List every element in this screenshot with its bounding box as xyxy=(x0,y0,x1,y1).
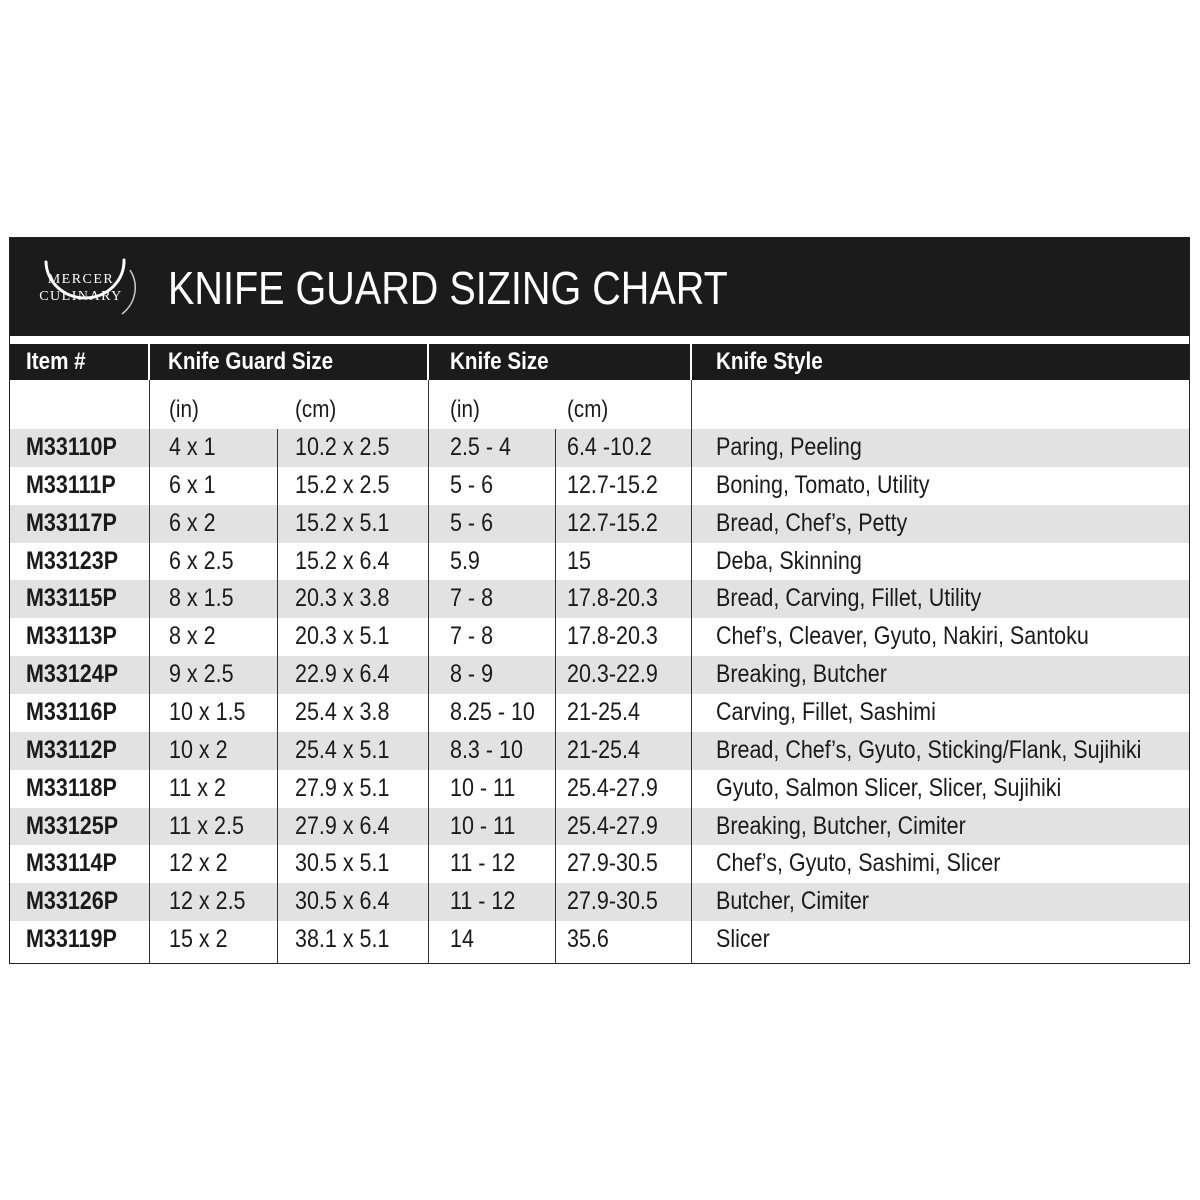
item-number: M33116P xyxy=(26,698,117,727)
table-row xyxy=(10,883,1189,921)
guard-size-cm: 15.2 x 6.4 xyxy=(295,546,390,575)
guard-size-cm: 38.1 x 5.1 xyxy=(295,925,390,954)
knife-size-in: 10 - 11 xyxy=(450,773,516,802)
knife-style: Bread, Chef’s, Petty xyxy=(716,508,908,537)
knife-size-cm: 25.4-27.9 xyxy=(567,811,658,840)
guard-size-cm: 15.2 x 2.5 xyxy=(295,470,390,499)
table-row xyxy=(10,543,1189,581)
guard-size-in: 8 x 1.5 xyxy=(169,584,234,613)
item-number: M33113P xyxy=(26,622,117,651)
item-number: M33112P xyxy=(26,735,117,764)
title-banner xyxy=(10,238,1189,336)
knife-size-in: 5.9 xyxy=(450,546,480,575)
column-header-knife-style: Knife Style xyxy=(716,348,823,375)
guard-size-in: 10 x 1.5 xyxy=(169,698,246,727)
guard-size-cm: 25.4 x 5.1 xyxy=(295,735,390,764)
knife-size-in: 8.25 - 10 xyxy=(450,698,535,727)
knife-style: Bread, Chef’s, Gyuto, Sticking/Flank, Sujihiki xyxy=(716,735,1142,764)
guard-size-in: 9 x 2.5 xyxy=(169,660,234,689)
knife-size-cm: 27.9-30.5 xyxy=(567,849,658,878)
sizing-chart xyxy=(9,237,1190,964)
table-row xyxy=(10,770,1189,808)
item-number: M33125P xyxy=(26,811,119,840)
item-number: M33111P xyxy=(26,470,116,499)
guard-size-in: 8 x 2 xyxy=(169,622,216,651)
guard-size-cm: 22.9 x 6.4 xyxy=(295,660,390,689)
guard-size-cm: 27.9 x 6.4 xyxy=(295,811,390,840)
guard-size-in: 12 x 2 xyxy=(169,849,228,878)
knife-size-cm: 12.7-15.2 xyxy=(567,508,658,537)
guard-size-cm: 30.5 x 5.1 xyxy=(295,849,390,878)
knife-size-in: 14 xyxy=(450,925,474,954)
guard-size-cm: 27.9 x 5.1 xyxy=(295,773,390,802)
table-row xyxy=(10,429,1189,467)
column-divider xyxy=(428,380,429,964)
knife-style: Butcher, Cimiter xyxy=(716,887,869,916)
item-number: M33117P xyxy=(26,508,117,537)
knife-size-in: 8 - 9 xyxy=(450,660,494,689)
knife-size-cm: 27.9-30.5 xyxy=(567,887,658,916)
item-number: M33119P xyxy=(26,925,117,954)
guard-size-in: 12 x 2.5 xyxy=(169,887,246,916)
column-header-guard-size: Knife Guard Size xyxy=(168,348,334,375)
column-divider xyxy=(691,380,692,964)
item-number: M33123P xyxy=(26,546,119,575)
unit-row xyxy=(10,384,1189,426)
guard-size-in: 6 x 2.5 xyxy=(169,546,234,575)
column-header-row xyxy=(10,344,1189,380)
knife-style: Breaking, Butcher, Cimiter xyxy=(716,811,966,840)
subcolumn-divider xyxy=(555,429,556,964)
table-row xyxy=(10,467,1189,505)
guard-size-in: 10 x 2 xyxy=(169,735,228,764)
knife-size-cm: 21-25.4 xyxy=(567,698,640,727)
column-header-knife-size: Knife Size xyxy=(450,348,549,375)
knife-style: Chef’s, Gyuto, Sashimi, Slicer xyxy=(716,849,1001,878)
table-row xyxy=(10,808,1189,846)
header-divider xyxy=(690,344,692,380)
knife-style: Deba, Skinning xyxy=(716,546,862,575)
knife-size-in: 2.5 - 4 xyxy=(450,433,511,461)
guard-size-cm: 20.3 x 5.1 xyxy=(295,622,390,651)
table-row xyxy=(10,618,1189,656)
unit-guard-cm: (cm) xyxy=(295,396,337,423)
knife-size-in: 11 - 12 xyxy=(450,849,516,878)
unit-guard-in: (in) xyxy=(169,396,199,423)
guard-size-in: 4 x 1 xyxy=(169,433,216,461)
table-row xyxy=(10,732,1189,770)
column-divider xyxy=(149,380,150,964)
knife-size-cm: 17.8-20.3 xyxy=(567,622,658,651)
knife-style: Paring, Peeling xyxy=(716,433,862,461)
brand-name-line1: MERCER xyxy=(47,272,115,287)
subcolumn-divider xyxy=(277,429,278,964)
guard-size-cm: 30.5 x 6.4 xyxy=(295,887,390,916)
column-header-item: Item # xyxy=(26,348,86,375)
guard-size-cm: 10.2 x 2.5 xyxy=(295,433,390,461)
knife-style: Boning, Tomato, Utility xyxy=(716,470,930,499)
item-number: M33124P xyxy=(26,660,119,689)
knife-size-in: 5 - 6 xyxy=(450,470,494,499)
knife-size-cm: 6.4 -10.2 xyxy=(567,433,652,461)
knife-size-cm: 15 xyxy=(567,546,591,575)
header-divider xyxy=(148,344,150,380)
table-row xyxy=(10,921,1189,959)
knife-size-in: 7 - 8 xyxy=(450,584,494,613)
knife-size-in: 5 - 6 xyxy=(450,508,494,537)
unit-knife-in: (in) xyxy=(450,396,480,423)
unit-knife-cm: (cm) xyxy=(567,396,609,423)
guard-size-in: 6 x 1 xyxy=(169,470,216,499)
table-row xyxy=(10,694,1189,732)
knife-style: Slicer xyxy=(716,925,770,954)
knife-size-in: 7 - 8 xyxy=(450,622,494,651)
knife-size-cm: 12.7-15.2 xyxy=(567,470,658,499)
knife-size-cm: 20.3-22.9 xyxy=(567,660,658,689)
table-row xyxy=(10,505,1189,543)
item-number: M33126P xyxy=(26,887,119,916)
knife-size-cm: 21-25.4 xyxy=(567,735,640,764)
guard-size-cm: 25.4 x 3.8 xyxy=(295,698,390,727)
knife-style: Bread, Carving, Fillet, Utility xyxy=(716,584,982,613)
knife-size-in: 10 - 11 xyxy=(450,811,516,840)
brand-name-line2: CULINARY xyxy=(39,289,123,304)
guard-size-cm: 15.2 x 5.1 xyxy=(295,508,390,537)
knife-style: Carving, Fillet, Sashimi xyxy=(716,698,936,727)
knife-size-in: 11 - 12 xyxy=(450,887,516,916)
knife-style: Chef’s, Cleaver, Gyuto, Nakiri, Santoku xyxy=(716,622,1089,651)
table-row xyxy=(10,580,1189,618)
knife-size-cm: 17.8-20.3 xyxy=(567,584,658,613)
table-body xyxy=(10,429,1189,959)
knife-size-cm: 35.6 xyxy=(567,925,609,954)
knife-style: Gyuto, Salmon Slicer, Slicer, Sujihiki xyxy=(716,773,1062,802)
item-number: M33118P xyxy=(26,773,117,802)
guard-size-in: 6 x 2 xyxy=(169,508,216,537)
item-number: M33110P xyxy=(26,433,117,461)
knife-size-in: 8.3 - 10 xyxy=(450,735,523,764)
guard-size-in: 15 x 2 xyxy=(169,925,228,954)
knife-style: Breaking, Butcher xyxy=(716,660,887,689)
guard-size-in: 11 x 2.5 xyxy=(169,811,244,840)
guard-size-cm: 20.3 x 3.8 xyxy=(295,584,390,613)
brand-logo xyxy=(24,248,146,326)
page-title: KNIFE GUARD SIZING CHART xyxy=(168,262,728,314)
table-row xyxy=(10,845,1189,883)
knife-size-cm: 25.4-27.9 xyxy=(567,773,658,802)
item-number: M33114P xyxy=(26,849,117,878)
header-divider xyxy=(427,344,429,380)
item-number: M33115P xyxy=(26,584,117,613)
table-row xyxy=(10,656,1189,694)
guard-size-in: 11 x 2 xyxy=(169,773,226,802)
